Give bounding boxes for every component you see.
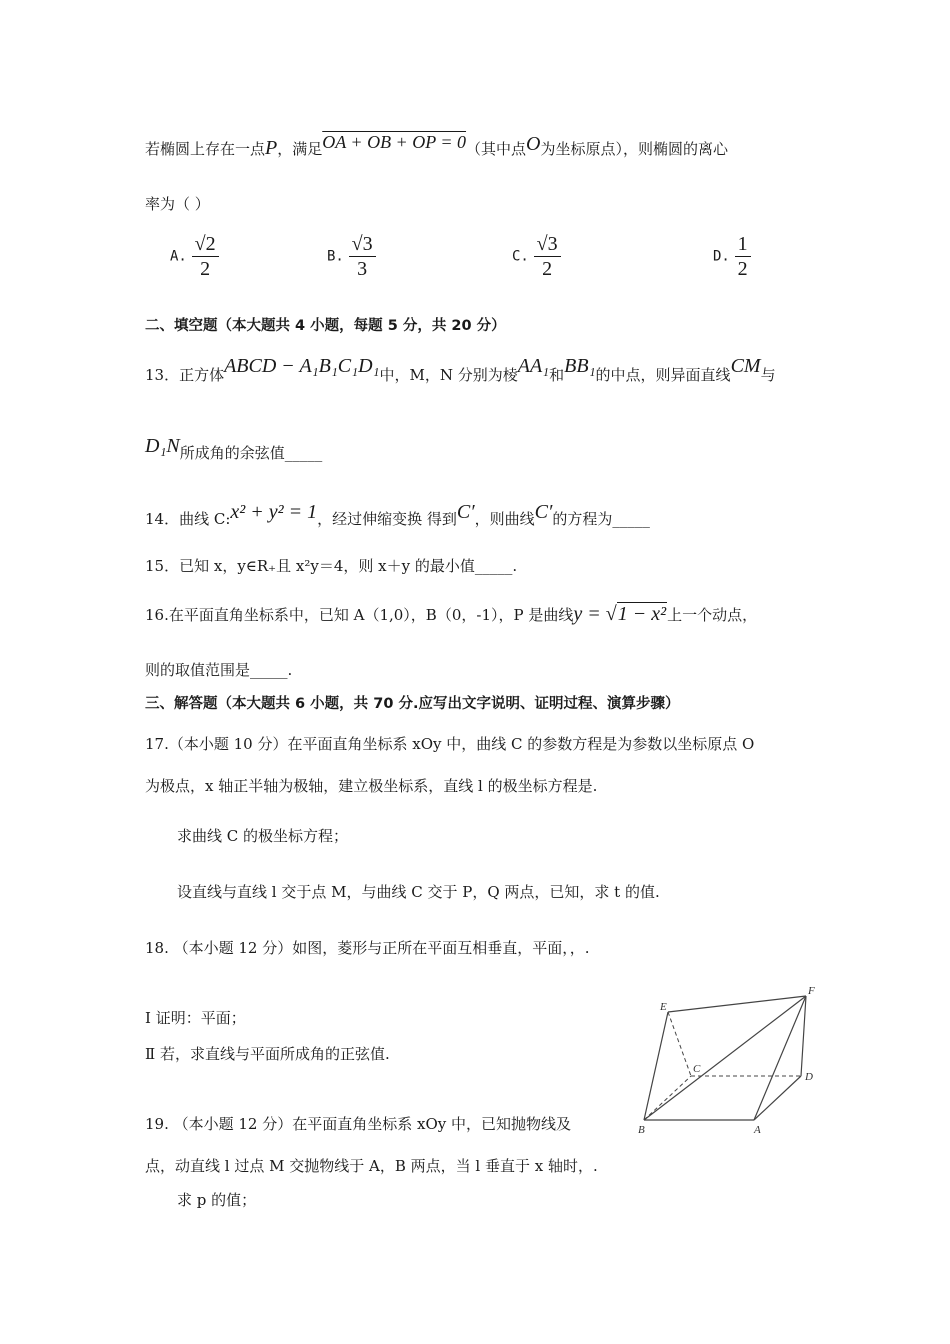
q13-and: 和 [549, 366, 565, 384]
fraction-den: 2 [737, 258, 748, 280]
edge-ec [668, 1012, 691, 1076]
q19-line1: 19. （本小题 12 分）在平面直角坐标系 xOy 中，已知抛物线及 [145, 1115, 572, 1133]
q14-mid2: ，则曲线 [474, 510, 535, 528]
option-label: D. [713, 248, 730, 265]
vector-equation: OA + OB + OP = 0 [322, 132, 467, 152]
q17-sub1: 求曲线 C 的极坐标方程； [177, 827, 349, 845]
edge-aa1: AA₁ [517, 355, 550, 377]
label-b: B [638, 1124, 645, 1136]
fraction-den: 2 [542, 258, 553, 280]
q13-yu: 与 [760, 366, 776, 384]
q16-line1: 16.在平面直角坐标系中，已知 A（1,0），B（0，-1），P 是曲线y = √1 − x²上一个动点， [145, 603, 758, 625]
fraction-num: 1 [735, 232, 751, 257]
q12-text-c: （其中点 [466, 140, 527, 158]
curve-c-prime-2: C′ [534, 501, 553, 523]
option-fraction [192, 232, 219, 281]
q14-line [145, 501, 650, 529]
edge-bc [644, 1076, 691, 1120]
q19-line2: 点，动直线 l 过点 M 交抛物线于 A，B 两点，当 l 垂直于 x 轴时，. [145, 1157, 598, 1175]
q16-line2: 则的取值范围是_____. [145, 661, 293, 679]
label-d: D [805, 1071, 813, 1083]
q18-sub2: Ⅱ 若，求直线与平面所成角的正弦值. [145, 1045, 390, 1063]
fraction-den: 3 [357, 258, 368, 280]
label-c: C [693, 1063, 701, 1075]
q17-line1: 17.（本小题 10 分）在平面直角坐标系 xOy 中，曲线 C 的参数方程是为参数以坐标原点 O [145, 735, 755, 753]
q12-text-a: 若椭圆上存在一点 [145, 140, 266, 158]
edge-fa [754, 996, 806, 1120]
option-label: B. [327, 248, 344, 265]
rhombus-prism-figure [630, 980, 830, 1140]
q12-option-b [327, 232, 376, 282]
fraction-num: √3 [534, 232, 561, 257]
q12-line2: 率为（ ） [145, 195, 210, 213]
option-fraction [735, 232, 751, 281]
edge-fb [644, 996, 806, 1120]
edge-ef [668, 996, 806, 1012]
line-cm: CM [730, 355, 761, 377]
q13-prefix: 13．正方体 [145, 366, 225, 384]
q19-sub1: 求 p 的值； [177, 1191, 257, 1209]
label-e: E [660, 1001, 667, 1013]
edge-ad [754, 1076, 801, 1120]
q16-tail: 上一个动点， [667, 606, 758, 624]
point-p: P [265, 137, 278, 159]
line-d1n: D₁N [145, 435, 180, 457]
curve-y: y [573, 603, 583, 625]
fraction-den: 2 [200, 258, 211, 280]
circle-equation: x² + y² = 1 [230, 501, 318, 523]
q14-tail: 的方程为_____ [552, 510, 650, 528]
q12-text-b: ，满足 [277, 140, 323, 158]
q14-mid: ，经过伸缩变换 得到 [317, 510, 457, 528]
option-label: A. [170, 248, 187, 265]
q12-option-c [512, 232, 561, 282]
q12-option-a [170, 232, 219, 282]
q12-option-d [713, 232, 751, 282]
fraction-num: √3 [349, 232, 376, 257]
radicand: 1 − x² [617, 603, 667, 625]
section-heading-fill: 二、填空题（本大题共 4 小题，每题 5 分，共 20 分） [145, 318, 506, 334]
q15-line: 15．已知 x，y∈R₊且 x²y＝4，则 x＋y 的最小值_____. [145, 557, 518, 575]
label-f: F [808, 985, 815, 997]
section-heading-answer: 三、解答题（本大题共 6 小题，共 70 分.应写出文字说明、证明过程、演算步骤） [145, 696, 680, 712]
q16-prefix: 16.在平面直角坐标系中，已知 A（1,0），B（0，-1），P 是曲线 [145, 606, 574, 624]
q18-sub1: Ⅰ 证明：平面； [145, 1009, 246, 1027]
q18-line1: 18. （本小题 12 分）如图，菱形与正所在平面互相垂直，平面，，. [145, 939, 590, 957]
point-o: O [526, 133, 541, 155]
q12-text-d: 为坐标原点），则椭圆的离心 [540, 140, 729, 158]
q12-line1 [145, 132, 729, 159]
q17-sub2: 设直线与直线 l 交于点 M，与曲线 C 交于 P，Q 两点，已知，求 t 的值. [177, 883, 660, 901]
q14-prefix: 14．曲线 C: [145, 510, 231, 528]
fraction-num: √2 [192, 232, 219, 257]
edge-fd [801, 996, 806, 1076]
q13-line2 [145, 435, 323, 463]
option-label: C. [512, 248, 529, 265]
q17-line2: 为极点，x 轴正半轴为极轴，建立极坐标系，直线 l 的极坐标方程是. [145, 777, 598, 795]
q13-mid-a: 中，M，N 分别为棱 [379, 366, 518, 384]
label-a: A [754, 1124, 761, 1136]
option-fraction [349, 232, 376, 281]
cube-name: ABCD − A₁B₁C₁D₁ [224, 355, 380, 377]
curve-c-prime: C′ [456, 501, 475, 523]
q13-mid-b: 的中点，则异面直线 [595, 366, 731, 384]
option-fraction [534, 232, 561, 281]
q13-tail: 所成角的余弦值_____ [179, 444, 323, 462]
q13-line1 [145, 355, 776, 385]
edge-bb1: BB₁ [564, 355, 596, 377]
